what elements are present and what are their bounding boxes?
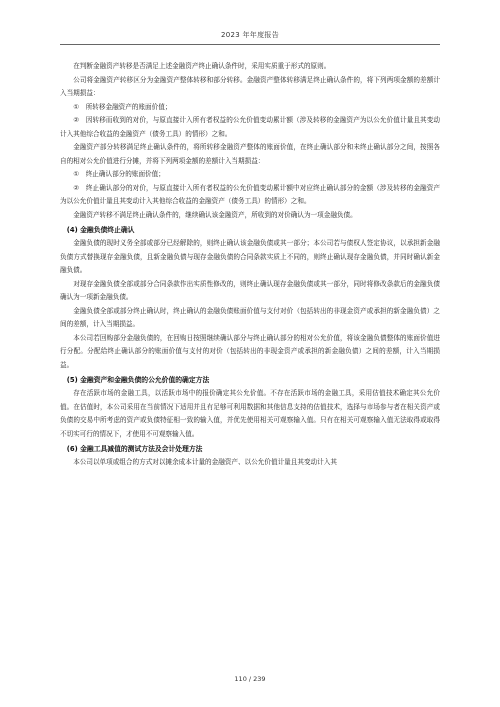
- list-item: ② 因转移而收到的对价，与原直接计入所有者权益的公允价值变动累计额（涉及转移的金融资产为以公允价值计量且其变动计入其他综合收益的金融资产（债务工具）的情形）之和。: [60, 116, 440, 138]
- paragraph: 存在活跃市场的金融工具，以活跃市场中的报价确定其公允价值。不存在活跃市场的金融工具，采用估值技术确定其公允价值。在估值时，本公司采用在当前情况下适用并且有足够可利用数据和其他信息支持的估值技术，选择与市场参与者在相关资产或负债的交易中所考虑的资产或负债特征相一致的输入值，并优先使用相关可观察输入值。只有在相关可观察输入值无法取得或取得不切实可行的情况下，才使用不可观察输入值。: [60, 389, 440, 438]
- paragraph: 对现存金融负债全部或部分合同条款作出实质性修改的，则终止确认现存金融负债或其一部分，同时将修改条款后的金融负债确认为一项新金融负债。: [60, 279, 440, 301]
- paragraph: 金融资产部分转移满足终止确认条件的，将所转移金融资产整体的账面价值，在终止确认部分和未终止确认部分之间，按照各自的相对公允价值进行分摊，并将下列两项金额的差额计入当期损益：: [60, 143, 440, 165]
- document-body: [60, 60, 440, 470]
- section-heading: (6) 金融工具减值的测试方法及会计处理方法: [66, 445, 203, 453]
- paragraph: 金融负债的现时义务全部或部分已经解除的，则终止确认该金融负债或其一部分；本公司若与债权人签定协议，以承担新金融负债方式替换现存金融负债，且新金融负债与现存金融负债的合同条款实质上不同的，则终止确认现存金融负债，并同时确认新金融负债。: [60, 239, 440, 274]
- list-item: ① 所转移金融资产的账面价值；: [73, 102, 172, 111]
- list-item: ② 终止确认部分的对价，与原直接计入所有者权益的公允价值变动累计额中对应终止确认部分的金额（涉及转移的金融资产为以公允价值计量且其变动计入其他综合收益的金融资产（债务工具）的情形）之和。: [60, 183, 440, 205]
- list-item: ① 终止确认部分的账面价值；: [73, 170, 165, 178]
- paragraph: 本公司以单项或组合的方式对以摊余成本计量的金融资产、以公允价值计量且其变动计入其: [73, 458, 337, 466]
- section-heading: (5) 金融资产和金融负债的公允价值的确定方法: [66, 376, 210, 384]
- paragraph: 金融资产转移不满足终止确认条件的，继续确认该金融资产，所收到的对价确认为一项金融负债。: [73, 210, 357, 219]
- page-header: 2023 年年度报告: [220, 31, 280, 39]
- paragraph: 公司将金融资产转移区分为金融资产整体转移和部分转移。金融资产整体转移满足终止确认条件的，将下列两项金额的差额计入当期损益：: [60, 75, 440, 97]
- paragraph: 本公司若回购部分金融负债的，在回购日按照继续确认部分与终止确认部分的相对公允价值，将该金融负债整体的账面价值进行分配。分配给终止确认部分的账面价值与支付的对价（包括转出的非现金资产或承担的新金融负债）之间的差额，计入当期损益。: [60, 333, 440, 369]
- paragraph: 在判断金融资产转移是否满足上述金融资产终止确认条件时，采用实质重于形式的原则。: [73, 62, 331, 70]
- header-divider: [60, 44, 440, 45]
- page-number: 110 / 239: [234, 675, 266, 683]
- paragraph: 金融负债全部或部分终止确认时，终止确认的金融负债账面价值与支付对价（包括转出的非现金资产或承担的新金融负债）之间的差额，计入当期损益。: [60, 306, 440, 328]
- section-heading: (4) 金融负债终止确认: [66, 226, 135, 234]
